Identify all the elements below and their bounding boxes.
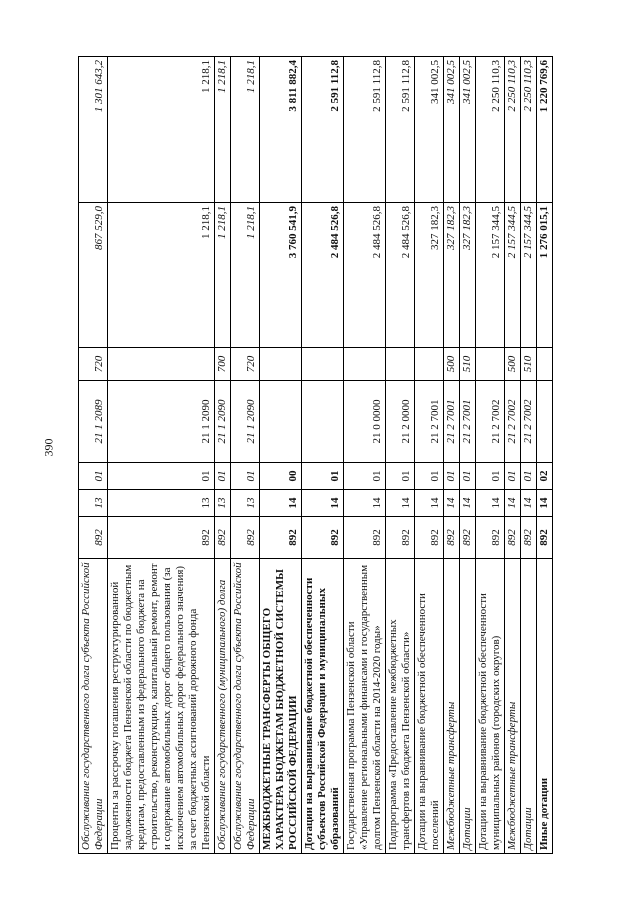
target-article-cell (302, 381, 344, 463)
table-row (537, 57, 553, 854)
page-number: 390 (41, 438, 56, 457)
section-code-cell: 14 (521, 490, 537, 517)
item-name-cell: Дотации на выравнивание бюджетной обеспеченности муниципальных районов (городских округов) (476, 559, 505, 854)
expense-type-cell: 510 (521, 348, 537, 381)
item-name-cell: Межбюджетные трансферты (505, 559, 521, 854)
section-code-cell: 14 (537, 490, 553, 517)
item-name-cell: Дотации на выравнивание бюджетной обеспеченности поселений (415, 559, 444, 854)
expense-type-cell (415, 348, 444, 381)
table-row (415, 57, 444, 854)
table-row (79, 57, 108, 854)
amount-year2-cell: 2 250 110,3 (505, 57, 521, 203)
ministry-code-cell: 892 (344, 517, 386, 559)
amount-year2-cell: 2 591 112,8 (386, 57, 415, 203)
amount-year1-cell: 327 182,3 (415, 203, 444, 348)
table-body (79, 57, 553, 854)
ministry-code-cell: 892 (521, 517, 537, 559)
section-code-cell: 13 (231, 490, 260, 517)
subsection-code-cell: 01 (521, 463, 537, 490)
ministry-code-cell: 892 (444, 517, 460, 559)
amount-year2-cell: 2 250 110,3 (476, 57, 505, 203)
expense-type-cell (537, 348, 553, 381)
table-row (521, 57, 537, 854)
amount-year1-cell: 1 218,1 (108, 203, 215, 348)
amount-year2-cell: 1 218,1 (215, 57, 231, 203)
item-name-cell: Проценты за рассрочку погашения реструктурированной задолженности бюджета Пензенской области по бюджетным кредитам, предоставленным из федерального бюджета на строительство, реконструкцию, капитальный ремонт, ремонт и содержание автомобильных дорог общего пользования (за исключением автомобильных дорог федерального значения) за счет бюджетных ассигнований дорожного фонда Пензенской области (108, 559, 215, 854)
target-article-cell: 21 2 7001 (444, 381, 460, 463)
amount-year2-cell: 2 591 112,8 (344, 57, 386, 203)
amount-year1-cell: 1 218,1 (231, 203, 260, 348)
subsection-code-cell: 01 (79, 463, 108, 490)
section-code-cell: 14 (415, 490, 444, 517)
amount-year2-cell: 2 591 112,8 (302, 57, 344, 203)
subsection-code-cell: 01 (344, 463, 386, 490)
ministry-code-cell: 892 (415, 517, 444, 559)
amount-year1-cell: 867 529,0 (79, 203, 108, 348)
item-name-cell: Межбюджетные трансферты (444, 559, 460, 854)
amount-year1-cell: 1 218,1 (215, 203, 231, 348)
target-article-cell: 21 0 0000 (344, 381, 386, 463)
amount-year2-cell: 1 218,1 (231, 57, 260, 203)
subsection-code-cell: 01 (476, 463, 505, 490)
section-code-cell: 14 (505, 490, 521, 517)
target-article-cell: 21 2 7001 (415, 381, 444, 463)
amount-year2-cell: 1 220 769,6 (537, 57, 553, 203)
target-article-cell: 21 2 7002 (476, 381, 505, 463)
item-name-cell: Иные дотации (537, 559, 553, 854)
ministry-code-cell: 892 (79, 517, 108, 559)
amount-year1-cell: 2 484 526,8 (386, 203, 415, 348)
subsection-code-cell: 01 (302, 463, 344, 490)
amount-year1-cell: 2 484 526,8 (344, 203, 386, 348)
section-code-cell: 14 (386, 490, 415, 517)
table-row (444, 57, 460, 854)
amount-year1-cell: 327 182,3 (460, 203, 476, 348)
subsection-code-cell: 01 (505, 463, 521, 490)
subsection-code-cell: 01 (415, 463, 444, 490)
section-code-cell: 13 (79, 490, 108, 517)
item-name-cell: МЕЖБЮДЖЕТНЫЕ ТРАНСФЕРТЫ ОБЩЕГО ХАРАКТЕРА БЮДЖЕТАМ БЮДЖЕТНОЙ СИСТЕМЫ РОССИЙСКОЙ ФЕДЕРАЦИИ (260, 559, 302, 854)
amount-year1-cell: 1 276 015,1 (537, 203, 553, 348)
table-row (231, 57, 260, 854)
expense-type-cell: 720 (231, 348, 260, 381)
item-name-cell: Обслуживание государственного долга субъекта Российской Федерации (231, 559, 260, 854)
section-code-cell: 14 (444, 490, 460, 517)
target-article-cell: 21 1 2090 (215, 381, 231, 463)
item-name-cell: Государственная программа Пензенской области «Управление региональными финансами и государственным долгом Пензенской области на 2014-2020 годы» (344, 559, 386, 854)
item-name-cell: Дотации (521, 559, 537, 854)
item-name-cell: Обслуживание государственного (муниципального) долга (215, 559, 231, 854)
ministry-code-cell: 892 (302, 517, 344, 559)
section-code-cell: 14 (476, 490, 505, 517)
section-code-cell: 14 (302, 490, 344, 517)
amount-year1-cell: 2 157 344,5 (476, 203, 505, 348)
expense-type-cell: 500 (444, 348, 460, 381)
item-name-cell: Обслуживание государственного долга субъекта Российской Федерации (79, 559, 108, 854)
target-article-cell (260, 381, 302, 463)
ministry-code-cell: 892 (476, 517, 505, 559)
subsection-code-cell: 01 (460, 463, 476, 490)
item-name-cell: Дотации на выравнивание бюджетной обеспеченности субъектов Российской Федерации и муниципальных образований (302, 559, 344, 854)
expense-type-cell (476, 348, 505, 381)
subsection-code-cell: 01 (108, 463, 215, 490)
expense-type-cell: 510 (460, 348, 476, 381)
budget-table (78, 56, 553, 854)
expense-type-cell (386, 348, 415, 381)
amount-year1-cell: 2 157 344,5 (505, 203, 521, 348)
section-code-cell: 13 (108, 490, 215, 517)
expense-type-cell: 720 (79, 348, 108, 381)
amount-year1-cell: 327 182,3 (444, 203, 460, 348)
expense-type-cell (108, 348, 215, 381)
item-name-cell: Дотации (460, 559, 476, 854)
subsection-code-cell: 01 (231, 463, 260, 490)
subsection-code-cell: 01 (444, 463, 460, 490)
expense-type-cell: 700 (215, 348, 231, 381)
target-article-cell: 21 2 7002 (521, 381, 537, 463)
subsection-code-cell: 01 (215, 463, 231, 490)
ministry-code-cell: 892 (505, 517, 521, 559)
amount-year2-cell: 341 002,5 (460, 57, 476, 203)
amount-year2-cell: 1 301 643,2 (79, 57, 108, 203)
ministry-code-cell: 892 (260, 517, 302, 559)
amount-year2-cell: 341 002,5 (415, 57, 444, 203)
amount-year2-cell: 341 002,5 (444, 57, 460, 203)
item-name-cell: Подпрограмма «Предоставление межбюджетных трансфертов из бюджета Пензенской области» (386, 559, 415, 854)
subsection-code-cell: 00 (260, 463, 302, 490)
section-code-cell: 14 (344, 490, 386, 517)
target-article-cell: 21 2 7001 (460, 381, 476, 463)
table-row (505, 57, 521, 854)
amount-year1-cell: 3 760 541,9 (260, 203, 302, 348)
section-code-cell: 14 (260, 490, 302, 517)
table-row (302, 57, 344, 854)
target-article-cell: 21 2 0000 (386, 381, 415, 463)
table-row (108, 57, 215, 854)
amount-year1-cell: 2 484 526,8 (302, 203, 344, 348)
amount-year2-cell: 3 811 882,4 (260, 57, 302, 203)
target-article-cell: 21 1 2089 (79, 381, 108, 463)
amount-year2-cell: 1 218,1 (108, 57, 215, 203)
table-row (344, 57, 386, 854)
subsection-code-cell: 02 (537, 463, 553, 490)
ministry-code-cell: 892 (108, 517, 215, 559)
target-article-cell (537, 381, 553, 463)
section-code-cell: 13 (215, 490, 231, 517)
expense-type-cell: 500 (505, 348, 521, 381)
subsection-code-cell: 01 (386, 463, 415, 490)
table-row (260, 57, 302, 854)
amount-year2-cell: 2 250 110,3 (521, 57, 537, 203)
ministry-code-cell: 892 (386, 517, 415, 559)
target-article-cell: 21 1 2090 (108, 381, 215, 463)
ministry-code-cell: 892 (537, 517, 553, 559)
target-article-cell: 21 2 7002 (505, 381, 521, 463)
expense-type-cell (344, 348, 386, 381)
table-row (215, 57, 231, 854)
section-code-cell: 14 (460, 490, 476, 517)
ministry-code-cell: 892 (460, 517, 476, 559)
expense-type-cell (302, 348, 344, 381)
table-row (386, 57, 415, 854)
rotated-page-content (78, 57, 562, 854)
table-row (476, 57, 505, 854)
table-row (460, 57, 476, 854)
target-article-cell: 21 1 2090 (231, 381, 260, 463)
amount-year1-cell: 2 157 344,5 (521, 203, 537, 348)
ministry-code-cell: 892 (231, 517, 260, 559)
ministry-code-cell: 892 (215, 517, 231, 559)
expense-type-cell (260, 348, 302, 381)
